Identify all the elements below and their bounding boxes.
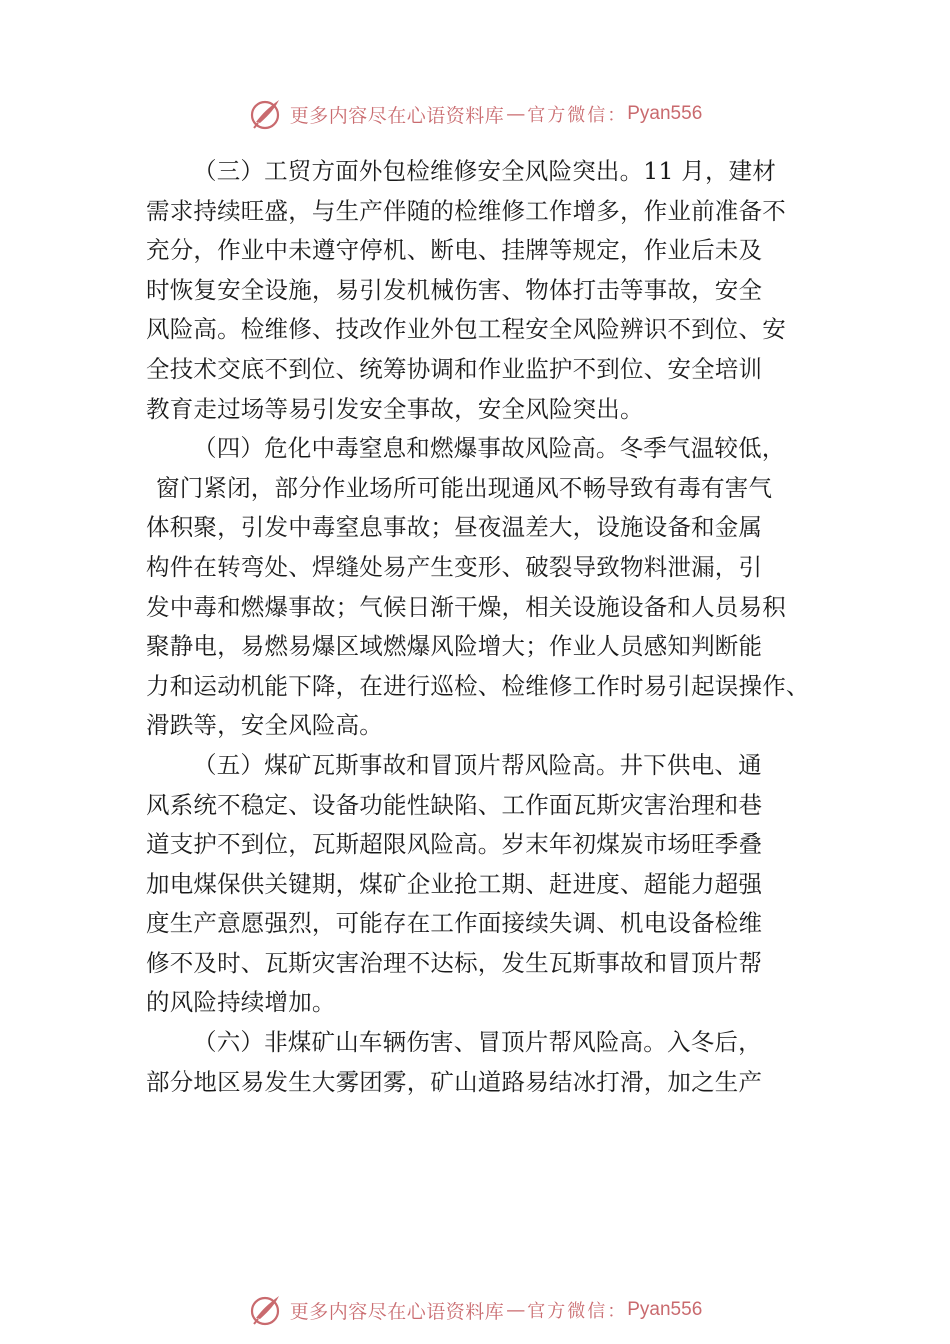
watermark-promo-text: 更多内容尽在心语资料库 [289,104,505,127]
body-line: 风险高。检维修、技改作业外包工程安全风险辨识不到位、安 [146,315,786,344]
body-line: 全技术交底不到位、统筹协调和作业监护不到位、安全培训 [146,354,763,383]
body-line: 充分，作业中未遵守停机、断电、挂牌等规定，作业后未及 [146,236,763,265]
watermark-account: Pyan556 [627,103,703,124]
document-body [146,152,836,1102]
body-line: 窗门紧闭，部分作业场所可能出现通风不畅导致有毒有害气 [156,473,773,502]
watermark-wechat-label: 官方微信： [527,1301,628,1322]
body-line: 聚静电，易燃易爆区域燃爆风险增大；作业人员感知判断能 [146,632,763,661]
body-line: 构件在转弯处、焊缝处易产生变形、破裂导致物料泄漏，引 [146,552,763,581]
body-line: 需求持续旺盛，与生产伴随的检维修工作增多，作业前准备不 [146,196,786,225]
body-line: 风系统不稳定、设备功能性缺陷、工作面瓦斯灾害治理和巷 [146,790,763,819]
body-line: （六）非煤矿山车辆伤害、冒顶片帮风险高。入冬后， [193,1028,762,1057]
body-line: 修不及时、瓦斯灾害治理不达标，发生瓦斯事故和冒顶片帮 [146,948,763,977]
body-line: （三）工贸方面外包检维修安全风险突出。11 月，建材 [193,157,777,185]
watermark-account: Pyan556 [627,1299,703,1320]
watermark-promo-text: 更多内容尽在心语资料库 [289,1300,505,1323]
watermark-footer [0,1288,950,1332]
body-line: （五）煤矿瓦斯事故和冒顶片帮风险高。井下供电、通 [193,750,762,779]
body-line: 的风险持续增加。 [146,988,336,1017]
watermark-separator: — [506,1299,526,1321]
quill-logo-icon [248,1292,284,1328]
body-line: 力和运动机能下降，在进行巡检、检维修工作时易引起误操作、 [146,671,810,700]
body-line: （四）危化中毒窒息和燃爆事故风险高。冬季气温较低， [193,434,786,463]
body-line: 滑跌等，安全风险高。 [146,711,383,740]
body-line: 体积聚，引发中毒窒息事故；昼夜温差大，设施设备和金属 [146,513,763,542]
body-line: 教育走过场等易引发安全事故，安全风险突出。 [146,394,644,423]
watermark-wechat-label: 官方微信： [527,105,628,126]
body-line: 部分地区易发生大雾团雾，矿山道路易结冰打滑，加之生产 [146,1067,763,1096]
body-line: 道支护不到位，瓦斯超限风险高。岁末年初煤炭市场旺季叠 [146,830,763,859]
body-line: 发中毒和燃爆事故；气候日渐干燥，相关设施设备和人员易积 [146,592,786,621]
body-line: 时恢复安全设施，易引发机械伤害、物体打击等事故，安全 [146,275,763,304]
watermark-separator: — [506,103,526,125]
body-line: 度生产意愿强烈，可能存在工作面接续失调、机电设备检维 [146,909,763,938]
watermark-header [0,92,950,136]
body-line: 加电煤保供关键期，煤矿企业抢工期、赶进度、超能力超强 [146,869,763,898]
quill-logo-icon [248,96,284,132]
